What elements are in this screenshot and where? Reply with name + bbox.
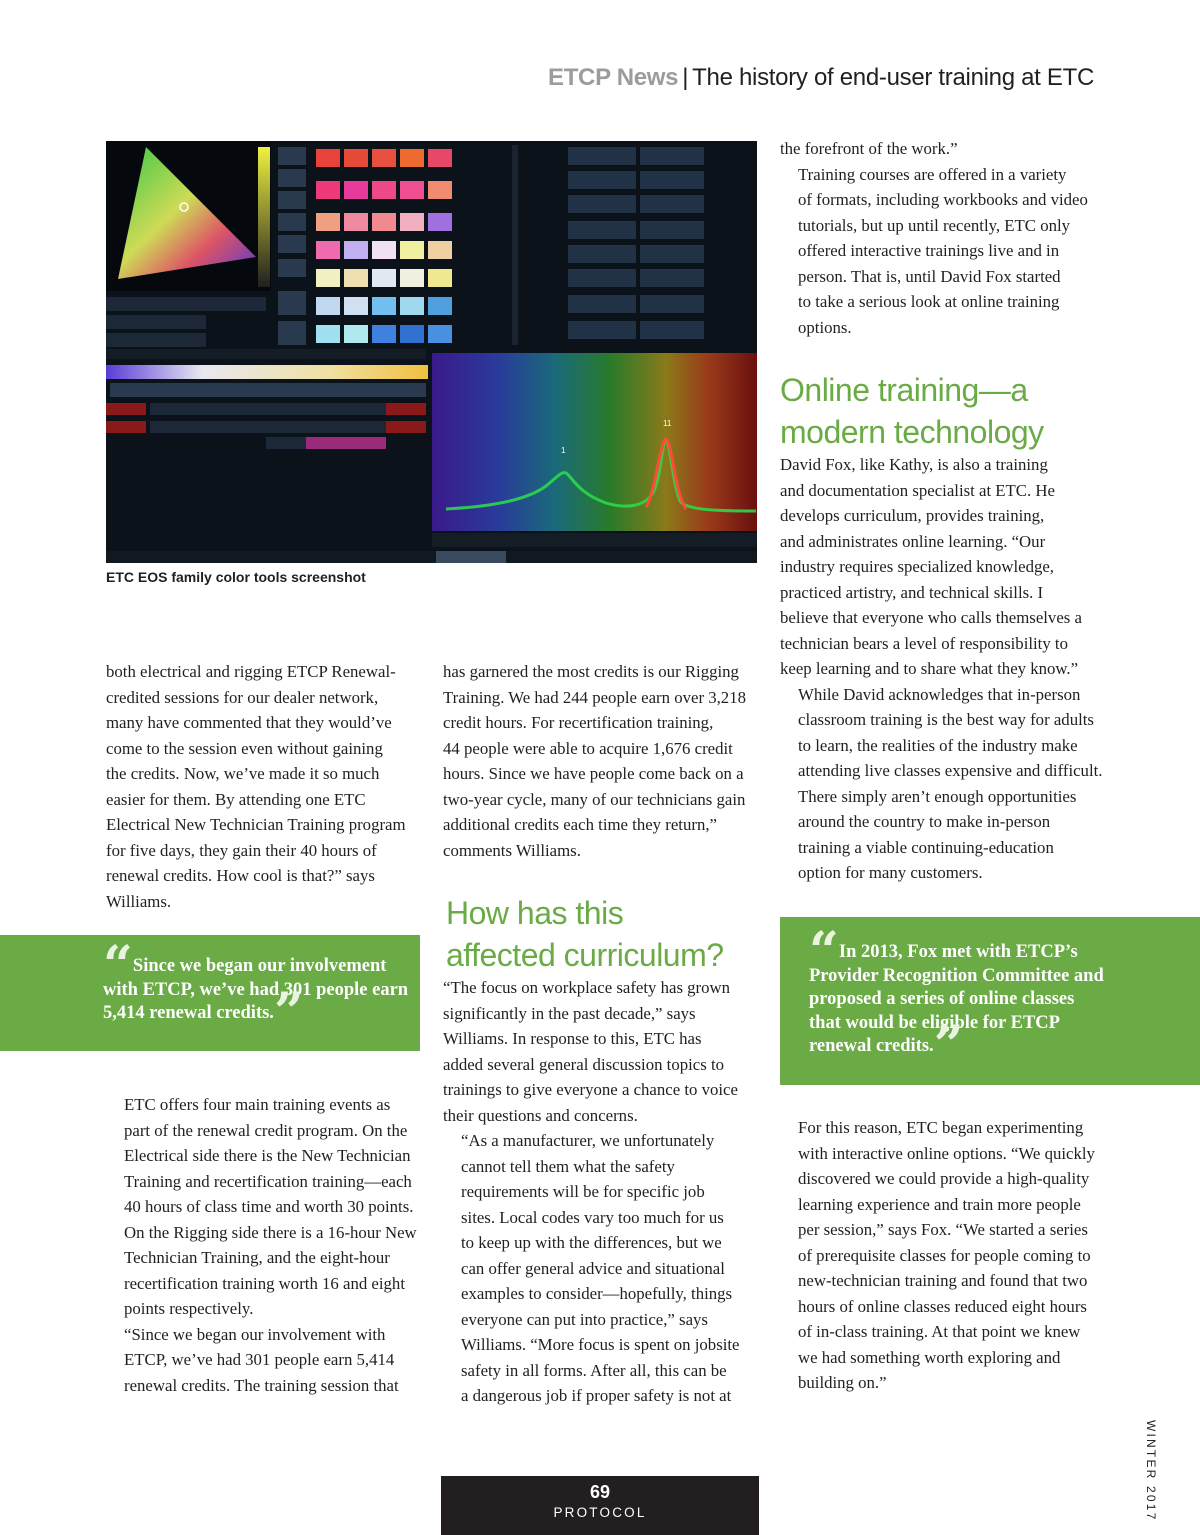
text-line: offered interactive trainings live and in [798, 241, 1060, 260]
text-line: Training and recertification training—each [124, 1171, 412, 1191]
text-line: around the country to make in-person [798, 812, 1051, 831]
text-line: learning experience and train more people [798, 1194, 1081, 1214]
text-line: everyone can put into practice,” says [461, 1309, 708, 1329]
text-line: two-year cycle, many of our technicians gain [443, 789, 746, 809]
text-line: training a viable continuing-education [798, 837, 1054, 857]
text-line: Williams. [106, 891, 172, 911]
text-line: options. [798, 317, 852, 337]
paragraph [106, 1322, 426, 1399]
open-quote-icon: “ [809, 921, 839, 982]
section-heading-curriculum [446, 892, 766, 976]
paragraph [106, 1092, 426, 1322]
text-line: has garnered the most credits is our Rigging [443, 662, 739, 681]
text-line: significantly in the past decade,” says [443, 1003, 696, 1023]
column-1-bottom [106, 1092, 426, 1398]
column-1-top [106, 659, 426, 914]
text-line: to keep up with the differences, but we [461, 1233, 722, 1252]
text-line: recertification training worth 16 and eight [124, 1273, 405, 1293]
text-line: additional credits each time they return,” [443, 815, 717, 834]
text-line: practiced artistry, and technical skills. I [780, 582, 1044, 602]
text-line: requirements will be for specific job [461, 1182, 705, 1201]
paragraph [780, 136, 1100, 162]
text-line: ETCP, we’ve had 301 people earn 5,414 [124, 1350, 395, 1369]
text-line: of formats, including workbooks and video [798, 190, 1088, 209]
text-line: On the Rigging side there is a 16-hour New [124, 1222, 417, 1242]
text-line: for five days, they gain their 40 hours of [106, 840, 377, 860]
page-header [548, 64, 1094, 92]
column-3-mid [780, 452, 1103, 886]
text-line: of prerequisite classes for people coming to [798, 1245, 1091, 1265]
text-line: credit hours. For recertification training, [443, 713, 714, 732]
spectrum-peak-label-2: 11 [663, 419, 672, 428]
text-line: hours of online classes reduced eight hours [798, 1296, 1087, 1316]
text-line: keep learning and to share what they know.” [780, 659, 1079, 678]
text-line: “The focus on workplace safety has grown [443, 978, 731, 997]
text-line: classroom training is the best way for adults [798, 710, 1094, 729]
text-line: 40 hours of class time and worth 30 points. [124, 1197, 414, 1216]
text-line: sites. Local codes vary too much for us [461, 1207, 724, 1227]
text-line: Training. We had 244 people earn over 3,218 [443, 687, 746, 707]
text-line: There simply aren’t enough opportunities [798, 786, 1077, 806]
text-line: with interactive online options. “We quickly [798, 1143, 1095, 1163]
text-line: cannot tell them what the safety [461, 1156, 675, 1176]
column-2 [443, 659, 763, 863]
text-line: many have commented that they would’ve [106, 713, 392, 732]
paragraph [780, 1115, 1100, 1396]
text-line: David Fox, like Kathy, is also a training [780, 455, 1048, 474]
text-line: develops curriculum, provides training, [780, 506, 1045, 525]
text-line: tutorials, but up until recently, ETC only [798, 215, 1071, 235]
article-title: The history of end-user training at ETC [692, 64, 1094, 91]
close-quote-icon: ” [933, 1015, 964, 1076]
pull-quote-right [780, 917, 1200, 1085]
open-quote-icon: “ [103, 935, 133, 996]
pull-quote-left [0, 935, 420, 1051]
text-line: can offer general advice and situational [461, 1258, 725, 1278]
text-line: ETC offers four main training events as [124, 1095, 391, 1114]
text-line: For this reason, ETC began experimenting [798, 1118, 1084, 1137]
text-line: and administrates online learning. “Our [780, 531, 1046, 551]
figure-caption: ETC EOS family color tools screenshot [106, 569, 366, 585]
text-line: their questions and concerns. [443, 1105, 638, 1125]
text-line: person. That is, until David Fox started [798, 266, 1061, 286]
heading-line-2: modern technology [780, 414, 1044, 450]
text-line: safety in all forms. After all, this can be [461, 1360, 727, 1380]
pull-quote-text: In 2013, Fox met with ETCP’s Provider Recognition Committee and proposed a series of online classes that would be eligible for ETCP renewal credits. [809, 942, 1104, 1056]
paragraph [106, 659, 426, 914]
text-line: part of the renewal credit program. On the [124, 1120, 408, 1140]
text-line: added several general discussion topics to [443, 1054, 725, 1074]
pull-quote-text: Since we began our involvement with ETCP, we’ve had 301 people earn 5,414 renewal credits. [103, 956, 409, 1023]
text-line: Electrical side there is the New Technician [124, 1146, 411, 1165]
paragraph [443, 975, 763, 1128]
paragraph [780, 682, 1103, 886]
publication-name: PROTOCOL [553, 1505, 647, 1520]
text-line: Training courses are offered in a variety [798, 164, 1067, 184]
text-line: renewal credits. The training session that [124, 1375, 399, 1395]
heading-line-1: How has this [446, 895, 624, 931]
header-separator: | [682, 64, 689, 91]
text-line: “Since we began our involvement with [124, 1324, 386, 1344]
heading-line-1: Online training—a [780, 372, 1028, 408]
text-line: Electrical New Technician Training program [106, 815, 406, 834]
text-line: easier for them. By attending one ETC [106, 789, 366, 809]
text-line: Technician Training, and the eight-hour [124, 1248, 390, 1267]
text-line: hours. Since we have people come back on a [443, 764, 744, 783]
text-line: attending live classes expensive and difficult. [798, 761, 1103, 780]
text-line: a dangerous job if proper safety is not at [461, 1386, 732, 1405]
text-line: technician bears a level of responsibility to [780, 633, 1068, 653]
text-line: credited sessions for our dealer network, [106, 687, 379, 707]
close-quote-icon: ” [273, 982, 304, 1043]
page-number: 69 [589, 1482, 611, 1502]
text-line: examples to consider—hopefully, things [461, 1284, 733, 1303]
text-line: discovered we could provide a high-quality [798, 1169, 1090, 1188]
section-brand: ETCP News [547, 64, 679, 91]
eos-color-tools-image [106, 141, 757, 563]
text-line: “As a manufacturer, we unfortunately [461, 1131, 715, 1150]
text-line: the credits. Now, we’ve made it so much [106, 764, 380, 783]
text-line: While David acknowledges that in-person [798, 684, 1081, 704]
column-3-top [780, 136, 1100, 340]
text-line: points respectively. [124, 1299, 254, 1318]
text-line: industry requires specialized knowledge, [780, 557, 1055, 576]
text-line: Williams. “More focus is spent on jobsite [461, 1335, 740, 1354]
spectrum-peak-label-1: 1 [561, 446, 566, 455]
text-line: new-technician training and found that two [798, 1271, 1088, 1290]
text-line: 44 people were able to acquire 1,676 credit [443, 738, 733, 758]
paragraph [443, 659, 763, 863]
text-line: per session,” says Fox. “We started a series [798, 1220, 1088, 1239]
text-line: comments Williams. [443, 840, 581, 860]
text-line: building on.” [798, 1373, 887, 1392]
text-line: Williams. In response to this, ETC has [443, 1029, 702, 1048]
issue-label: WINTER 2017 [1144, 1420, 1158, 1522]
text-line: to take a serious look at online training [798, 292, 1060, 311]
column-2-lower [443, 975, 763, 1409]
text-line: and documentation specialist at ETC. He [780, 480, 1055, 500]
column-3-bottom [780, 1115, 1100, 1396]
heading-line-2: affected curriculum? [446, 937, 724, 973]
page-footer [441, 1476, 759, 1535]
text-line: of in-class training. At that point we knew [798, 1322, 1081, 1341]
text-line: to learn, the realities of the industry make [798, 735, 1078, 755]
text-line: the forefront of the work.” [780, 139, 958, 158]
text-line: option for many customers. [798, 863, 983, 882]
text-line: trainings to give everyone a chance to voice [443, 1080, 738, 1099]
text-line: both electrical and rigging ETCP Renewal- [106, 662, 396, 681]
paragraph [780, 162, 1100, 341]
text-line: come to the session even without gaining [106, 738, 383, 758]
text-line: believe that everyone who calls themselves a [780, 608, 1082, 627]
color-tools-illustration [106, 141, 757, 563]
paragraph [443, 1128, 763, 1409]
paragraph [780, 452, 1100, 682]
text-line: renewal credits. How cool is that?” says [106, 866, 375, 885]
section-heading-online [780, 369, 1100, 453]
text-line: we had something worth exploring and [798, 1347, 1061, 1367]
